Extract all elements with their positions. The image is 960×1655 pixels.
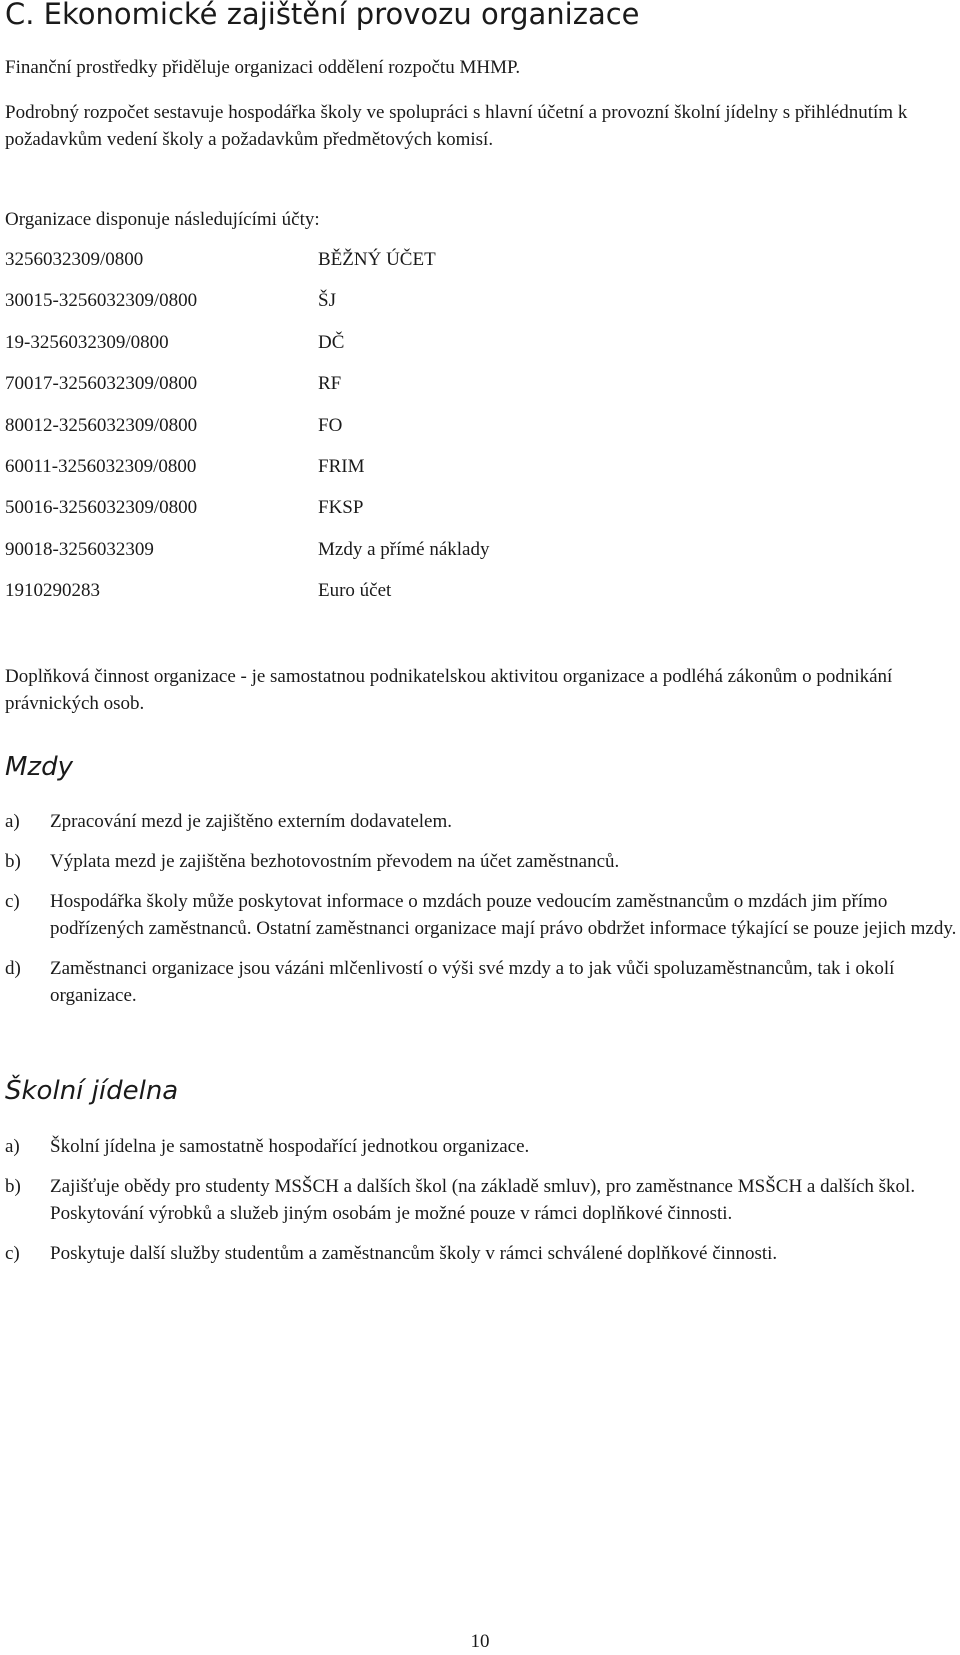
account-number: 90018-3256032309: [5, 538, 154, 560]
account-number: 80012-3256032309/0800: [5, 414, 198, 436]
account-number: 70017-3256032309/0800: [5, 373, 198, 395]
account-row: [5, 536, 705, 577]
list-marker: b): [5, 1176, 21, 1197]
list-item: [5, 808, 960, 835]
budget-paragraph: Podrobný rozpočet sestavuje hospodářka školy ve spolupráci s hlavní účetní a provozní školní jídelny s přihlédnutím k požadavkům vedení školy a požadavkům předmětových komisí.: [5, 102, 908, 150]
account-name: ŠJ: [318, 290, 336, 312]
list-item-text: Poskytuje další služby studentům a zaměstnancům školy v rámci schválené doplňkové činnosti.: [50, 1243, 778, 1264]
skolni-jidelna-heading: Školní jídelna: [5, 1076, 179, 1106]
account-row: [5, 577, 705, 618]
account-name: RF: [318, 373, 342, 395]
list-marker: c): [5, 891, 20, 912]
mzdy-heading: Mzdy: [5, 752, 73, 782]
account-number: 60011-3256032309/0800: [5, 455, 197, 477]
account-name: DČ: [318, 331, 345, 353]
account-row: [5, 412, 705, 453]
list-item-text: Hospodářka školy může poskytovat informace o mzdách pouze vedoucím zaměstnancům o mzdách jim přímo podřízených zaměstnanců. Ostatní zaměstnanci organizace mají právo obdržet informace týkající se pouze jejich mzdy.: [50, 891, 957, 939]
account-number: 3256032309/0800: [5, 249, 144, 270]
list-marker: a): [5, 811, 20, 832]
account-row: [5, 370, 705, 411]
account-name: Mzdy a přímé náklady: [318, 538, 490, 560]
account-name: BĚŽNÝ ÚČET: [318, 249, 436, 270]
account-row: [5, 287, 705, 328]
account-row: [5, 494, 705, 535]
account-name: FO: [318, 414, 343, 436]
skolni-jidelna-list: [5, 1133, 960, 1280]
list-item: [5, 888, 960, 942]
account-name: FRIM: [318, 455, 365, 477]
account-name: FKSP: [318, 497, 364, 519]
account-number: 19-3256032309/0800: [5, 331, 169, 353]
list-item-text: Zaměstnanci organizace jsou vázáni mlčenlivostí o výši své mzdy a to jak vůči spoluzaměstnancům, tak i okolí organizace.: [50, 958, 895, 1006]
account-row: [5, 246, 705, 287]
list-marker: c): [5, 1243, 20, 1264]
list-item-text: Školní jídelna je samostatně hospodařící jednotkou organizace.: [50, 1136, 530, 1157]
accounts-list: [5, 246, 705, 619]
list-item: [5, 1133, 960, 1160]
section-title: C. Ekonomické zajištění provozu organizace: [5, 0, 640, 31]
account-row: [5, 453, 705, 494]
account-number: 1910290283: [5, 580, 100, 602]
list-marker: d): [5, 958, 21, 979]
list-item-text: Zpracování mezd je zajištěno externím dodavatelem.: [50, 811, 452, 832]
supplementary-paragraph: Doplňková činnost organizace - je samostatnou podnikatelskou aktivitou organizace a podléhá zákonům o podnikání právnických osob.: [5, 666, 893, 714]
account-name: Euro účet: [318, 580, 392, 602]
list-item-text: Zajišťuje obědy pro studenty MSŠCH a dalších škol (na základě smluv), pro zaměstnance MSŠCH a dalších škol. Poskytování výrobků a služeb jiným osobám je možné pouze v rámci doplňkové činnosti.: [50, 1176, 916, 1224]
mzdy-list: [5, 808, 960, 1022]
list-item: [5, 848, 960, 875]
account-row: [5, 329, 705, 370]
financing-paragraph: Finanční prostředky přiděluje organizaci oddělení rozpočtu MHMP.: [5, 57, 521, 78]
list-item: [5, 1173, 960, 1227]
account-number: 30015-3256032309/0800: [5, 290, 198, 312]
list-item-text: Výplata mezd je zajištěna bezhotovostním převodem na účet zaměstnanců.: [50, 851, 620, 872]
list-item: [5, 1240, 960, 1267]
accounts-intro: Organizace disponuje následujícími účty:: [5, 209, 320, 230]
account-number: 50016-3256032309/0800: [5, 497, 198, 519]
list-item: [5, 955, 960, 1009]
page-number: 10: [470, 1631, 490, 1652]
list-marker: a): [5, 1136, 20, 1157]
list-marker: b): [5, 851, 21, 872]
